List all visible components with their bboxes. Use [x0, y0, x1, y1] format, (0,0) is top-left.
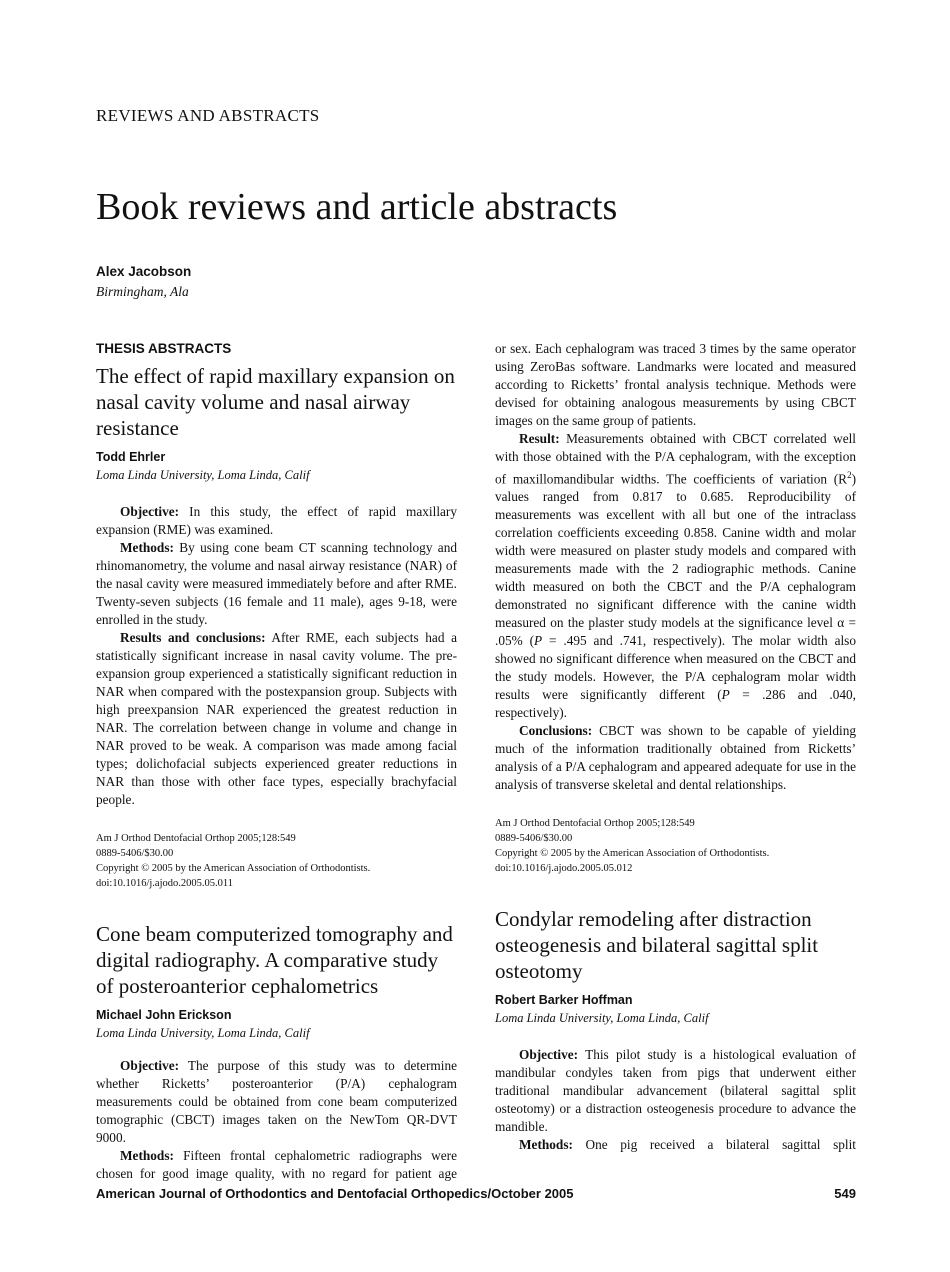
article-2: [96, 921, 457, 1183]
article-1-author: Todd Ehrler: [96, 450, 166, 464]
article-1-title: The effect of rapid maxillary expansion on nasal cavity volume and nasal airway resistance: [96, 364, 455, 440]
article-2-result: [495, 430, 856, 722]
result-label: Result:: [519, 431, 560, 446]
methods-text: By using cone beam CT scanning technology and rhinomanometry, the volume and nasal airway resistance (NAR) of the nasal cavity were measured immediately before and after RME. Twenty-seven subjects (16 female and 11 male), ages 9-18, were enrolled in the study.: [96, 540, 457, 627]
article-3-author: Robert Barker Hoffman: [495, 993, 633, 1008]
article-1-citation: [96, 831, 457, 891]
objective-label: Objective:: [120, 1058, 180, 1073]
result-text-d: = .286 and .040, respectively).: [495, 687, 857, 721]
article-2-title: Cone beam computerized tomography and digital radiography. A comparative study of posteroanterior cephalometrics: [96, 922, 453, 998]
result-text-a: Measurements obtained with CBCT correlated well with those obtained with the P/A cephalogram, with the exception of maxillomandibular widths. The coefficients of variation (R: [495, 431, 856, 487]
section-label: REVIEWS AND ABSTRACTS: [96, 106, 320, 125]
citation-journal: Am J Orthod Dentofacial Orthop 2005;128:549: [495, 818, 695, 830]
methods-label: Methods:: [120, 540, 174, 555]
footer-journal: American Journal of Orthodontics and Dentofacial Orthopedics/October 2005: [96, 1186, 574, 1201]
citation-journal: Am J Orthod Dentofacial Orthop 2005;128:549: [96, 833, 296, 844]
citation-copyright: Copyright © 2005 by the American Association of Orthodontists.: [495, 848, 770, 860]
article-2-objective: [96, 1057, 457, 1147]
methods-text: Fifteen frontal cephalometric radiographs were chosen for good image quality, with no regard for patient age: [96, 1148, 457, 1181]
page-title: Book reviews and article abstracts: [96, 186, 618, 228]
article-2-methods-continued: or sex. Each cephalogram was traced 3 times by the same operator using ZeroBas software. Landmarks were located and measured according to Ricketts’ frontal analysis technique. Methods were devised for obtaining analogous measurements by using CBCT images on the same group of patients.: [495, 341, 856, 428]
page-number: 549: [834, 1186, 856, 1201]
right-column: [495, 340, 856, 1154]
article-1-results: [96, 629, 457, 809]
objective-text: The purpose of this study was to determine whether Ricketts’ posteroanterior (P/A) cephalogram measurements could be obtained from cone beam computerized tomographic (CBCT) images taken on the NewTom QR-DVT 9000.: [96, 1058, 457, 1145]
result-superscript: 2: [847, 470, 852, 480]
article-3-methods-start: [495, 1136, 856, 1154]
citation-issn: 0889-5406/$30.00: [495, 833, 573, 845]
methods-label: Methods:: [120, 1148, 174, 1163]
objective-text: This pilot study is a histological evaluation of mandibular condyles taken from pigs that underwent either traditional mandibular advancement (bilateral sagittal split osteotomy) or a distraction osteogenesis procedure to advance the mandible.: [495, 1047, 856, 1135]
article-1: [96, 363, 457, 891]
citation-doi: doi:10.1016/j.ajodo.2005.05.011: [96, 878, 233, 889]
methods-label: Methods:: [519, 1137, 573, 1153]
article-2-methods-start: [96, 1147, 457, 1183]
methods-text: One pig received a bilateral sagittal split: [572, 1137, 856, 1153]
article-3-affiliation: Loma Linda University, Loma Linda, Calif: [495, 1011, 709, 1026]
reviewer-affiliation: Birmingham, Ala: [96, 284, 189, 299]
conclusions-label: Conclusions:: [519, 723, 593, 739]
citation-copyright: Copyright © 2005 by the American Association of Orthodontists.: [96, 863, 371, 874]
objective-label: Objective:: [120, 504, 180, 519]
article-3-title: Condylar remodeling after distraction osteogenesis and bilateral sagittal split osteotomy: [495, 907, 819, 984]
objective-text: In this study, the effect of rapid maxillary expansion (RME) was examined.: [96, 504, 457, 537]
citation-doi: doi:10.1016/j.ajodo.2005.05.012: [495, 863, 633, 875]
result-text-c: = .495 and .741, respectively). The molar width also showed no significant difference when measured on the CBCT and the study models. However, the P/A cephalogram molar width results were significantly different (: [495, 633, 856, 703]
citation-issn: 0889-5406/$30.00: [96, 848, 174, 859]
article-1-objective: [96, 503, 457, 539]
conclusions-text: CBCT was shown to be capable of yielding much of the information traditionally obtained from Ricketts’ analysis of a P/A cephalogram and appeared adequate for use in the analysis of transverse skeletal and dental relationships.: [495, 723, 856, 793]
article-2-citation: [495, 816, 856, 876]
thesis-abstracts-heading: THESIS ABSTRACTS: [96, 341, 232, 356]
p-symbol: P: [721, 687, 730, 703]
article-3: [495, 906, 856, 1154]
article-2-author: Michael John Erickson: [96, 1008, 232, 1022]
article-2-conclusions: [495, 722, 856, 794]
result-text-b: ) values ranged from 0.817 to 0.685. Reproducibility of measurements was excellent with all but one of the intraclass correlation coefficients exceeding 0.858. Canine width and molar width were measured on plaster study models and compared with measurements made with the 2 radiographic methods. Canine width measured on both the CBCT and the P/A cephalogram demonstrated no significant difference with the canine width measured on the plaster study models at the significance level α = .05% (: [495, 471, 856, 649]
article-1-methods: [96, 539, 457, 629]
article-2-affiliation: Loma Linda University, Loma Linda, Calif: [96, 1026, 310, 1040]
results-text: After RME, each subjects had a statistically significant increase in nasal cavity volume. The pre-expansion group experienced a statistically significant reduction in NAR when compared with the postexpansion group. Subjects with high preexpansion NAR experienced the greatest reduction in NAR. The correlation between change in volume and change in NAR proved to be weak. A comparison was made among facial types; dolichofacial subjects experienced greater reductions in NAR than those with other face types, especially brachyfacial people.: [96, 630, 457, 807]
objective-label: Objective:: [519, 1047, 579, 1063]
article-1-affiliation: Loma Linda University, Loma Linda, Calif: [96, 468, 310, 482]
left-column: [96, 340, 457, 1183]
reviewer-name: Alex Jacobson: [96, 264, 192, 279]
p-symbol: P: [534, 633, 543, 649]
results-label: Results and conclusions:: [120, 630, 266, 645]
article-3-objective: [495, 1046, 856, 1136]
